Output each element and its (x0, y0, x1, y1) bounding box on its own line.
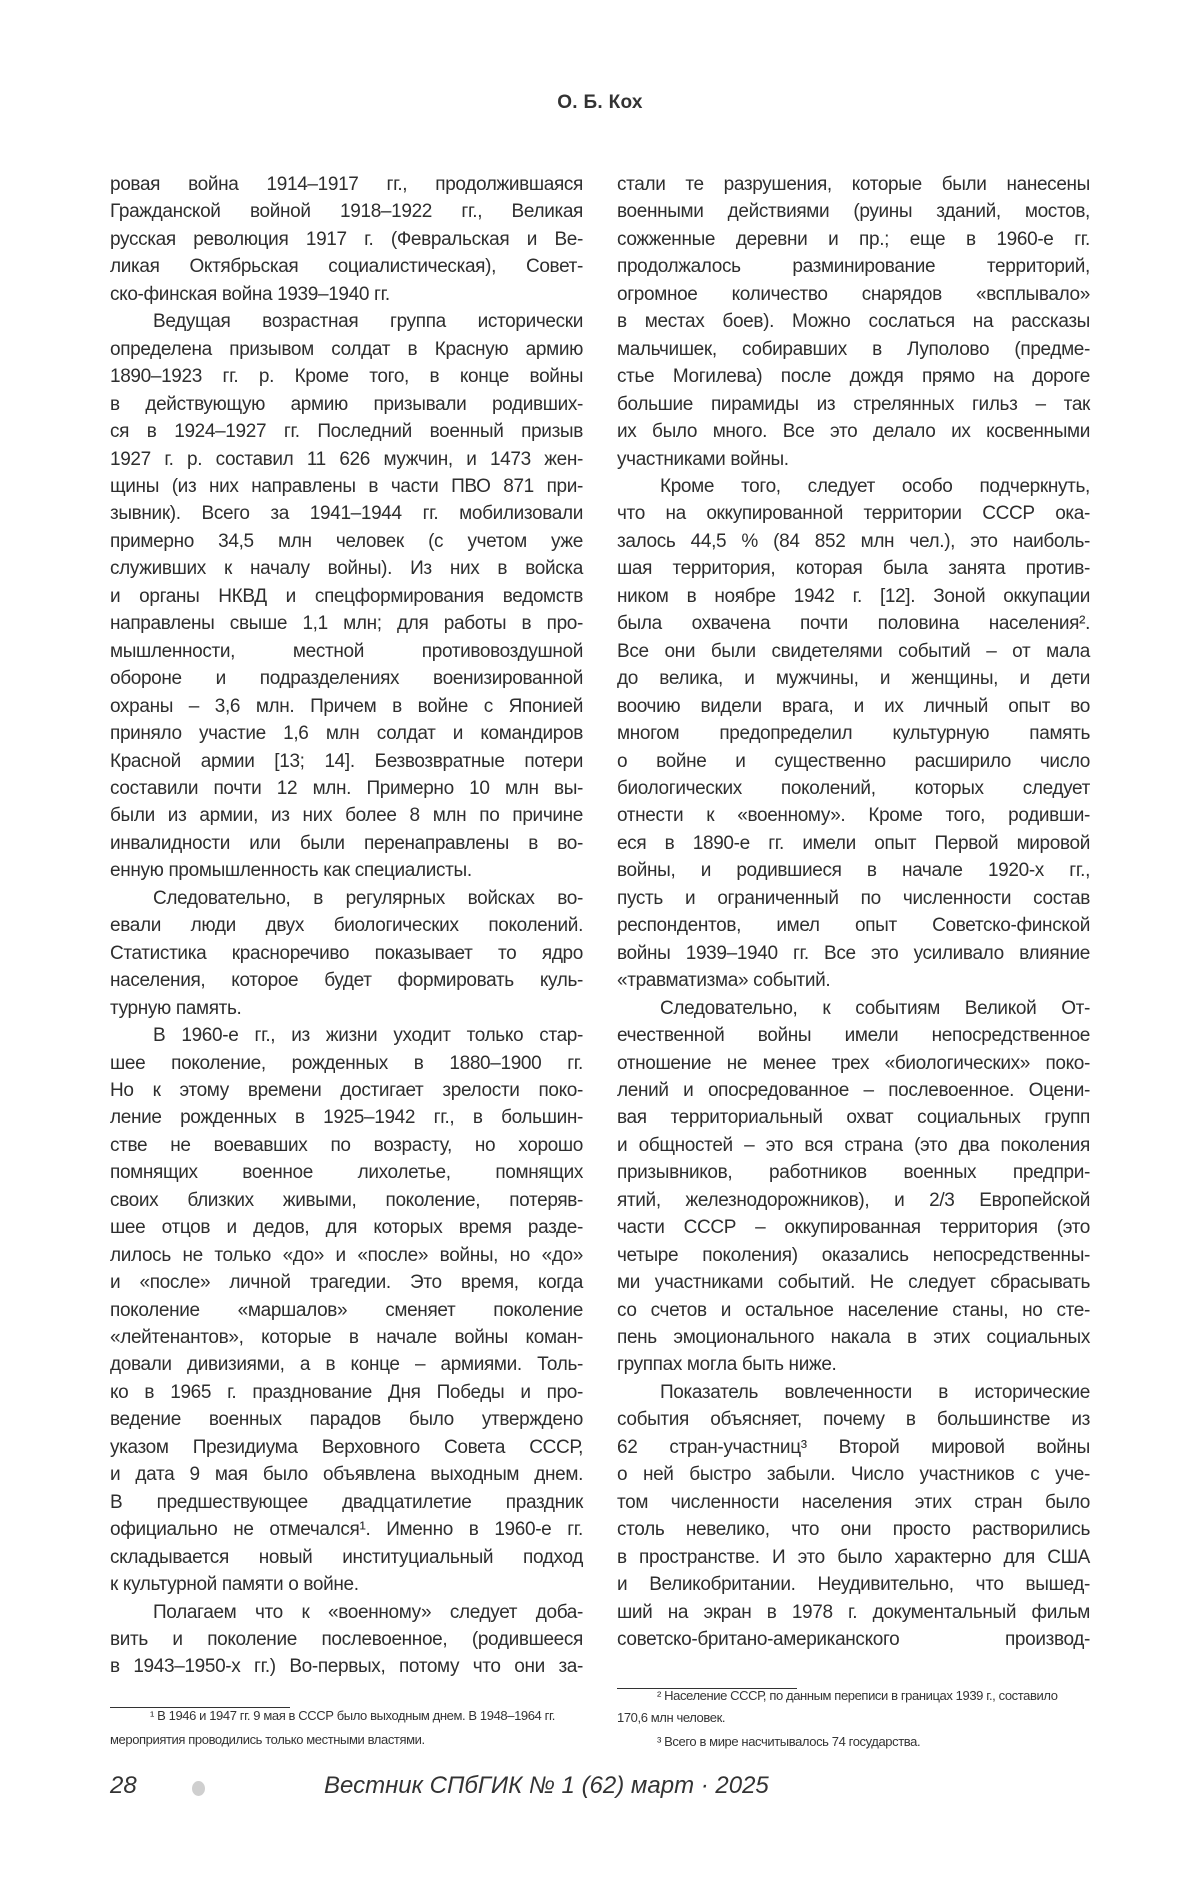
text-line: стали те разрушения, которые были нанесены (617, 174, 1090, 195)
text-line: складывается новый институциальный подход (110, 1546, 583, 1568)
text-line: Красной армии [13; 14]. Безвозвратные потери (110, 750, 583, 772)
text-line: русская революция 1917 г. (Февральская и Ве- (110, 228, 583, 250)
text-line: шее поколение, рожденных в 1880–1900 гг. (110, 1052, 583, 1074)
text-line: Ведущая возрастная группа исторически (153, 311, 583, 333)
text-line: к культурной памяти о войне. (110, 1574, 359, 1596)
text-line: залось 44,5 % (84 852 млн чел.), это наиболь- (617, 530, 1090, 552)
text-line: своих близких живыми, поколение, потеряв- (110, 1189, 583, 1211)
text-line: официально не отмечался¹. Именно в 1960-е гг. (110, 1519, 583, 1541)
text-line: сожженные деревни и пр.; еще в 1960-е гг. (617, 228, 1090, 250)
text-line: воочию видели врага, и их личный опыт во (617, 695, 1090, 717)
text-line: четыре поколения) оказались непосредственны- (617, 1244, 1090, 1266)
footnote-3: ³ Всего в мире насчитывалось 74 государства. (657, 1734, 921, 1749)
text-line: отнести к «военному». Кроме того, родивши- (617, 805, 1090, 827)
text-line: шее отцов и дедов, для которых время разде- (110, 1217, 583, 1239)
text-line: енную промышленность как специалисты. (110, 860, 472, 882)
text-line: группах могла быть ниже. (617, 1354, 837, 1376)
footer-dot-ornament (192, 1781, 205, 1796)
text-line: ником в ноябре 1942 г. [12]. Зоной оккупации (617, 585, 1090, 607)
text-line: советско-британо-американского производ- (617, 1629, 1090, 1651)
text-line: участниками войны. (617, 448, 789, 470)
text-line: и «после» личной трагедии. Это время, когда (110, 1272, 583, 1294)
footnote-1-line-2: мероприятия проводились только местными властями. (110, 1732, 425, 1747)
text-line: примерно 34,5 млн человек (с учетом уже (110, 530, 583, 552)
text-column-right (617, 171, 1090, 1653)
text-line: мышленности, местной противовоздушной (110, 640, 583, 662)
text-line: была охвачена почти половина населения². (617, 613, 1090, 635)
text-line: Следовательно, в регулярных войсках во- (153, 887, 583, 909)
text-line: в местах боев). Можно сослаться на рассказы (617, 311, 1090, 333)
text-line: в 1943–1950-х гг.) Во-первых, потому что они за- (110, 1656, 583, 1678)
text-line: В предшествующее двадцатилетие праздник (110, 1491, 583, 1513)
footnote-2-line-1: ² Население СССР, по данным переписи в границах 1939 г., составило (657, 1688, 1058, 1703)
text-line: что на оккупированной территории СССР ока- (617, 503, 1090, 525)
text-line: обороне и подразделениях военизированной (110, 668, 583, 690)
text-column-left (110, 171, 583, 1681)
text-line: огромное количество снарядов «всплывало» (617, 283, 1090, 305)
text-line: Следовательно, к событиям Великой От- (660, 997, 1090, 1019)
text-line: населения, которое будет формировать куль- (110, 970, 583, 992)
text-line: их было много. Все это делало их косвенными (617, 421, 1090, 443)
text-line: в действующую армию призывали родивших- (110, 393, 583, 415)
text-line: еся в 1890-е гг. имели опыт Первой мировой (617, 832, 1090, 854)
text-line: события объясняет, почему в большинстве из (617, 1409, 1090, 1431)
text-line: Гражданской войной 1918–1922 гг., Великая (110, 201, 583, 223)
text-line: «травматизма» событий. (617, 970, 831, 992)
text-line: зывник). Всего за 1941–1944 гг. мобилизовали (110, 503, 583, 525)
text-line: евали люди двух биологических поколений. (110, 915, 583, 937)
text-line: турную память. (110, 997, 242, 1019)
text-line: том численности населения этих стран было (617, 1491, 1090, 1513)
text-line: Статистика красноречиво показывает то ядро (110, 942, 583, 964)
text-line: вить и поколение послевоенное, (родившееся (110, 1629, 583, 1651)
text-line: Показатель вовлеченности в исторические (660, 1381, 1090, 1403)
text-line: служивших к началу войны). Из них в войска (110, 558, 583, 580)
text-line: 1927 г. р. составил 11 626 мужчин, и 1473 жен- (110, 448, 583, 470)
text-line: ско-финская война 1939–1940 гг. (110, 283, 390, 305)
text-line: охраны – 3,6 млн. Причем в войне с Японией (110, 695, 583, 717)
text-line: были из армии, из них более 8 млн по причине (110, 805, 583, 827)
text-line: определена призывом солдат в Красную армию (110, 338, 583, 360)
text-line: большие пирамиды из стрелянных гильз – так (617, 393, 1090, 415)
text-line: столь невелико, что они просто растворились (617, 1519, 1090, 1541)
text-line: и Великобритании. Неудивительно, что вышед- (617, 1574, 1090, 1596)
footnote-2-line-2: 170,6 млн человек. (617, 1710, 726, 1725)
text-line: довали дивизиями, а в конце – армиями. Толь- (110, 1354, 583, 1376)
text-line: войны, и родившиеся в начале 1920-х гг., (617, 860, 1090, 882)
text-line: военными действиями (руины зданий, мостов, (617, 201, 1090, 223)
text-line: ятий, железнодорожников), и 2/3 Европейской (617, 1189, 1090, 1211)
text-line: части СССР – оккупированная территория (это (617, 1217, 1090, 1239)
text-line: лений и опосредованное – послевоенное. Оцени- (617, 1079, 1090, 1101)
text-line: лилось не только «до» и «после» войны, но «до» (110, 1244, 583, 1266)
page-number: 28 (110, 1772, 137, 1799)
footnote-1-line-1: ¹ В 1946 и 1947 гг. 9 мая в СССР было выходным днем. В 1948–1964 гг. (150, 1708, 555, 1723)
text-line: мальчишек, собиравших в Луполово (предме- (617, 338, 1090, 360)
text-line: пусть и ограниченный по численности состав (617, 887, 1090, 909)
text-line: 62 стран-участниц³ Второй мировой войны (617, 1436, 1090, 1458)
text-line: пень эмоционального накала в этих социальных (617, 1327, 1090, 1349)
text-line: ший на экран в 1978 г. документальный фильм (617, 1601, 1090, 1623)
running-header-author: О. Б. Кох (557, 92, 643, 113)
text-line: ми участниками событий. Не следует сбрасывать (617, 1272, 1090, 1294)
text-line: респондентов, имел опыт Советско-финской (617, 915, 1090, 937)
text-line: со счетов и остальное население станы, но сте- (617, 1299, 1090, 1321)
text-line: многом предопределил культурную память (617, 723, 1090, 745)
text-line: «лейтенантов», которые в начале войны коман- (110, 1327, 583, 1349)
text-line: отношение не менее трех «биологических» поко- (617, 1052, 1090, 1074)
text-line: биологических поколений, которых следует (617, 777, 1090, 799)
text-line: инвалидности или были перенаправлены в во- (110, 832, 583, 854)
text-line: и общностей – это вся страна (это два поколения (617, 1134, 1090, 1156)
text-line: Все они были свидетелями событий – от мала (617, 640, 1090, 662)
text-line: войны 1939–1940 гг. Все это усиливало влияние (617, 942, 1090, 964)
text-line: о войне и существенно расширило число (617, 750, 1090, 772)
text-line: о ней быстро забыли. Число участников с уче- (617, 1464, 1090, 1486)
text-line: ровая война 1914–1917 гг., продолжившаяся (110, 174, 583, 195)
text-line: шая территория, которая была занята против- (617, 558, 1090, 580)
journal-title: Вестник СПбГИК № 1 (62) март · 2025 (324, 1772, 769, 1799)
text-line: ление рожденных в 1925–1942 гг., в большин- (110, 1107, 583, 1129)
text-line: Кроме того, следует особо подчеркнуть, (660, 475, 1090, 497)
text-line: щины (из них направлены в части ПВО 871 при- (110, 475, 583, 497)
text-line: Полагаем что к «военному» следует доба- (153, 1601, 583, 1623)
text-line: Но к этому времени достигает зрелости поко- (110, 1079, 583, 1101)
text-line: 1890–1923 гг. р. Кроме того, в конце войны (110, 366, 583, 388)
text-line: ечественной войны имели непосредственное (617, 1025, 1090, 1047)
text-line: составили почти 12 млн. Примерно 10 млн вы- (110, 777, 583, 799)
text-line: стве не воевавших по возрасту, но хорошо (110, 1134, 583, 1156)
text-line: направлены свыше 1,1 млн; для работы в про- (110, 613, 583, 635)
text-line: в пространстве. И это было характерно для США (617, 1546, 1090, 1568)
text-line: и органы НКВД и спецформирования ведомств (110, 585, 583, 607)
text-line: ся в 1924–1927 гг. Последний военный призыв (110, 421, 583, 443)
text-line: и дата 9 мая было объявлена выходным днем. (110, 1464, 583, 1486)
text-line: стье Могилева) после дождя прямо на дороге (617, 366, 1090, 388)
text-line: ликая Октябрьская социалистическая), Совет- (110, 256, 583, 278)
text-line: помнящих военное лихолетье, помнящих (110, 1162, 583, 1184)
text-line: до велика, и мужчины, и женщины, и дети (617, 668, 1090, 690)
text-line: вая территориальный охват социальных групп (617, 1107, 1090, 1129)
text-line: В 1960-е гг., из жизни уходит только стар- (153, 1025, 583, 1047)
text-line: приняло участие 1,6 млн солдат и командиров (110, 723, 583, 745)
text-line: призывников, работников военных предпри- (617, 1162, 1090, 1184)
text-line: ведение военных парадов было утверждено (110, 1409, 583, 1431)
text-line: указом Президиума Верховного Совета СССР, (110, 1436, 583, 1458)
text-line: продолжалось разминирование территорий, (617, 256, 1090, 278)
text-line: ко в 1965 г. празднование Дня Победы и про- (110, 1381, 583, 1403)
text-line: поколение «маршалов» сменяет поколение (110, 1299, 583, 1321)
